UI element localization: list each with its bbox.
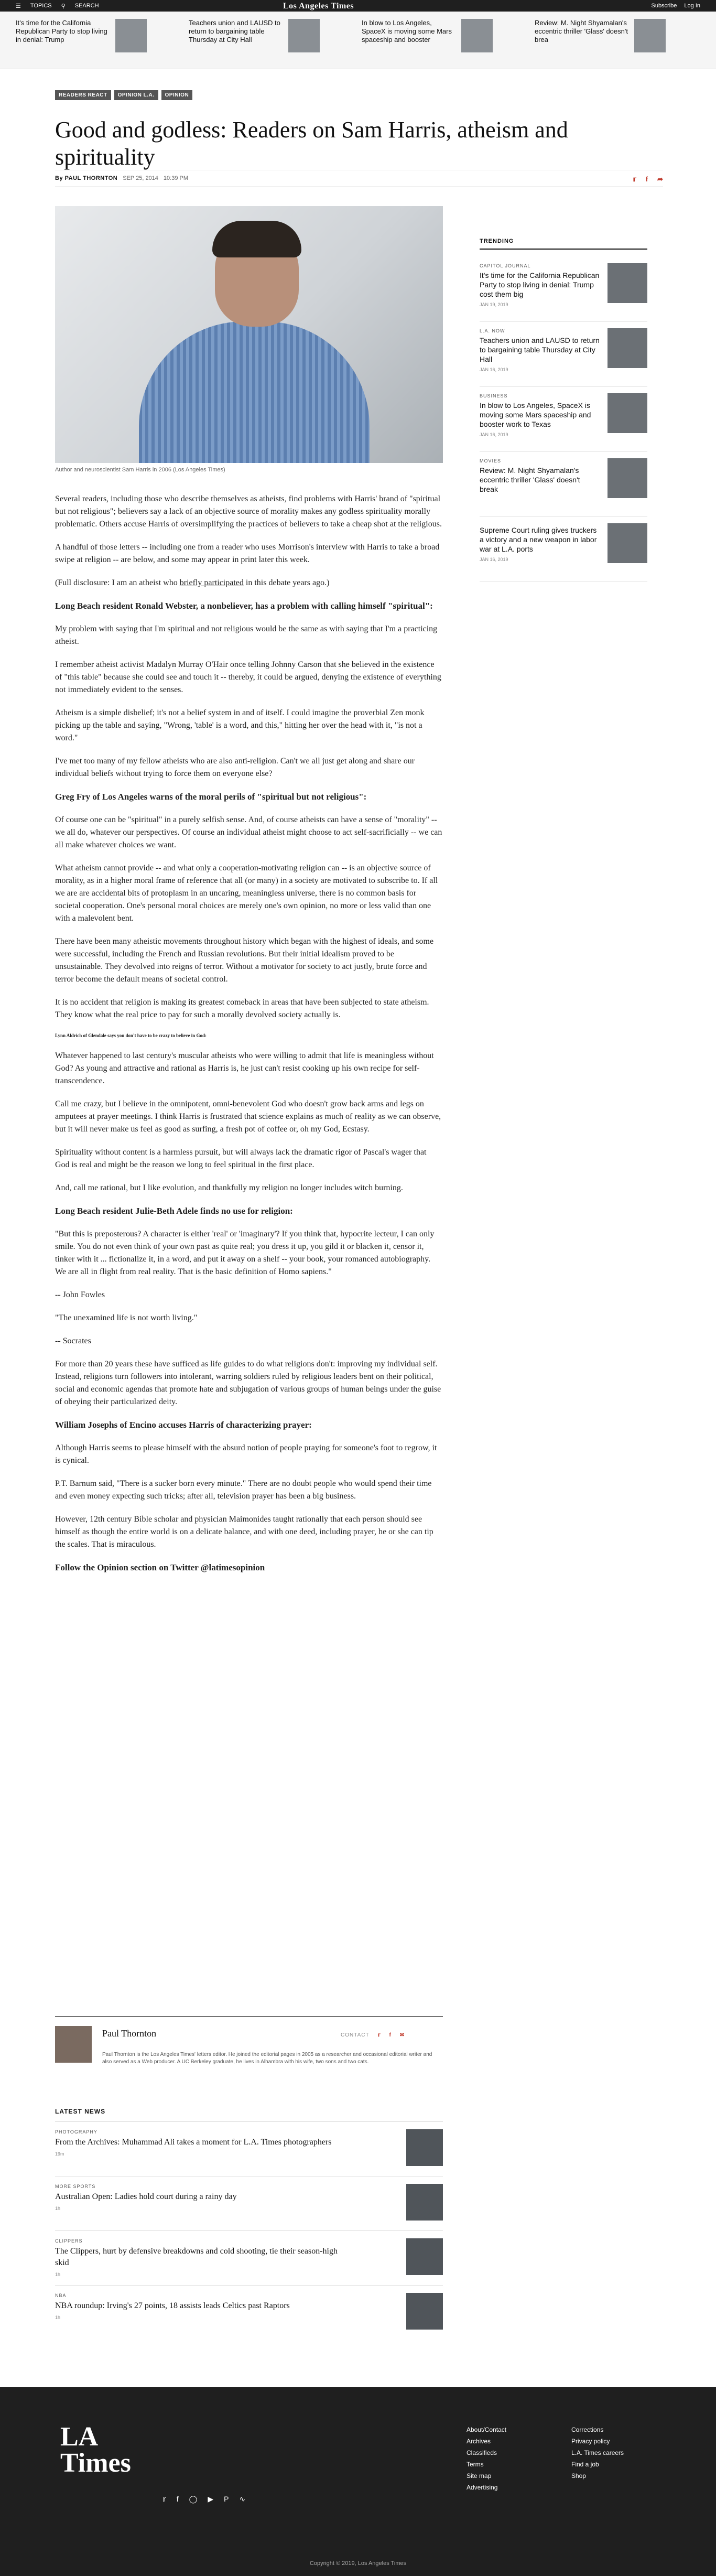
- trending-item[interactable]: [480, 452, 647, 517]
- byline: [55, 170, 663, 187]
- trending-title[interactable]: It's time for the California Republican Party to stop living in denial: Trump cost them big: [480, 271, 600, 298]
- trending-item[interactable]: [480, 257, 647, 322]
- latest-thumbnail[interactable]: [406, 2293, 443, 2330]
- footer-logo[interactable]: [60, 2424, 131, 2476]
- latest-section[interactable]: MORE SPORTS: [55, 2184, 96, 2189]
- article-paragraph: I remember atheist activist Madalyn Murray O'Hair once telling Johnny Carson that she believed in the existence of "this table" because she could see and touch it -- thereby, it could be argued, denying the existence of everything not immediately evident to the senses.: [55, 660, 441, 694]
- trending-section[interactable]: CAPITOL JOURNAL: [480, 263, 531, 268]
- strip-item-title[interactable]: Review: M. Night Shyamalan's eccentric thriller 'Glass' doesn't brea: [535, 19, 628, 44]
- strip-item[interactable]: [16, 19, 173, 63]
- login-link[interactable]: Log In: [684, 3, 700, 9]
- footer-link[interactable]: Site map: [467, 2472, 492, 2480]
- trending-title[interactable]: Supreme Court ruling gives truckers a victory and a new weapon in labor war at L.A. ports: [480, 526, 597, 553]
- letter-heading: William Josephs of Encino accuses Harris of characterizing prayer:: [55, 1420, 312, 1430]
- letter-heading: Long Beach resident Ronald Webster, a nonbeliever, has a problem with calling himself "spiritual":: [55, 601, 433, 611]
- twitter-follow-link[interactable]: Follow the Opinion section on Twitter @latimesopinion: [55, 1562, 265, 1572]
- footer-link[interactable]: Corrections: [571, 2426, 604, 2433]
- hero-hair: [212, 221, 301, 257]
- strip-item[interactable]: [535, 19, 692, 63]
- letter-heading: Greg Fry of Los Angeles warns of the moral perils of "spiritual but not religious":: [55, 792, 367, 802]
- trending-section[interactable]: L.A. NOW: [480, 328, 505, 333]
- latest-title[interactable]: The Clippers, hurt by defensive breakdowns and cold shooting, tie their season-high skid: [55, 2247, 338, 2267]
- trending-thumbnail[interactable]: [607, 263, 647, 303]
- facebook-icon[interactable]: f: [176, 2495, 179, 2503]
- strip-thumbnail: [634, 19, 666, 52]
- trending-section[interactable]: MOVIES: [480, 458, 502, 464]
- trending-sidebar: [480, 238, 647, 582]
- author-box: [55, 2016, 443, 2074]
- trending-section[interactable]: BUSINESS: [480, 393, 508, 398]
- footer-links-col1: [467, 2424, 506, 2493]
- article-paragraph: A handful of those letters -- including one from a reader who uses Morrison's interview with Harris to take a broad swipe at religion -- are below, and some may appear in print later this week.: [55, 543, 440, 564]
- article-paragraph: My problem with saying that I'm spiritual and not religious would be the same as with saying that I'm a practicing atheist.: [55, 624, 438, 646]
- footer-link[interactable]: Classifieds: [467, 2449, 497, 2456]
- article-paragraph: "But this is preposterous? A character is either 'real' or 'imaginary'? If you think that, hypocrite lecteur, I can only smile. You do not even think of your own past as quite real; you dress it up, you gild it or blacken it, censor it, tinker with it ... fictionalize it, in a word, and put it away on a shelf -- your book, your romanced autobiography. We are all in flight from real reality. That is the basic definition of Homo sapiens.": [55, 1230, 435, 1276]
- article-paragraph: It is no accident that religion is making its greatest comeback in areas that have been subjected to state atheism. They know what the real price to pay for such a morally devolved society actually is.: [55, 998, 429, 1019]
- trending-heading: TRENDING: [480, 238, 647, 250]
- article-paragraph: Although Harris seems to please himself with the absurd notion of people praying for someone's foot to regrow, it is cynical.: [55, 1443, 437, 1465]
- article-paragraph: Of course one can be "spiritual" in a purely selfish sense. And, of course atheists can have a sense of "morality" -- we all do, whatever our perspectives. Of course an individual atheist might choose to act self-sacrificially -- we can all make whatever choices we want.: [55, 815, 442, 849]
- latest-thumbnail[interactable]: [406, 2129, 443, 2166]
- article-paragraph: Several readers, including those who describe themselves as atheists, find problems with Harris' brand of "spiritual but not religious"; believers say a lack of an objective source of morality makes any godless spirituality morally problematic. Others accuse Harris of oversimplifying the practices of believers to take a cheap shot at the religious.: [55, 494, 442, 529]
- tag-opinion-la[interactable]: OPINION L.A.: [114, 90, 158, 100]
- article-paragraph: For more than 20 years these have sufficed as life guides to do what religions don't: improving my individual self. Instead, religions turn followers into intolerant, warring soldiers ruled by religious leaders bent on their political, social and economic agendas that promote hate and subjugation of various groups of human beings under the guise of obeying their particularized deity.: [55, 1360, 441, 1406]
- tag-opinion[interactable]: OPINION: [161, 90, 193, 100]
- latest-time: 19m: [55, 2151, 64, 2157]
- article-paragraph: And, call me rational, but I like evolution, and thankfully my religion no longer includes witch burning.: [55, 1183, 403, 1192]
- latest-section[interactable]: PHOTOGRAPHY: [55, 2129, 97, 2135]
- disclosure-text: (Full disclosure: I am an atheist who: [55, 578, 180, 587]
- copyright: Copyright © 2019, Los Angeles Times: [309, 2560, 407, 2567]
- footer-link[interactable]: Find a job: [571, 2461, 599, 2468]
- disclosure-paragraph: [55, 577, 443, 589]
- latest-title[interactable]: NBA roundup: Irving's 27 points, 18 assists leads Celtics past Raptors: [55, 2301, 290, 2310]
- trending-title[interactable]: Review: M. Night Shyamalan's eccentric thriller 'Glass' doesn't break: [480, 466, 580, 493]
- search-icon[interactable]: ⚲: [61, 3, 66, 9]
- footer-link[interactable]: Privacy policy: [571, 2438, 610, 2445]
- trending-item[interactable]: [480, 322, 647, 387]
- latest-thumbnail[interactable]: [406, 2184, 443, 2221]
- strip-item-title[interactable]: In blow to Los Angeles, SpaceX is moving some Mars spaceship and booster: [362, 19, 452, 44]
- latest-item[interactable]: [55, 2121, 443, 2176]
- publish-time: 10:39 PM: [163, 175, 189, 181]
- footer-link[interactable]: Advertising: [467, 2484, 498, 2491]
- headline-strip: [0, 12, 716, 69]
- strip-item[interactable]: [189, 19, 346, 63]
- footer-links-col2: [571, 2424, 624, 2482]
- trending-thumbnail[interactable]: [607, 328, 647, 368]
- article-paragraph: What atheism cannot provide -- and what only a cooperation-motivating religion can -- is an objective source of morality, as in a higher moral frame of reference that all (or many) in a society are motivated to subscribe to. If all we are are accidental bits of protoplasm in an uncaring, meaningless universe, there is no common basis for societal cooperation. One's personal moral choices are merely one's own opinion, no more or less valid than one with a malevolent bent.: [55, 864, 438, 923]
- footer-link[interactable]: Shop: [571, 2472, 587, 2480]
- author-name[interactable]: Paul Thornton: [102, 2028, 157, 2039]
- strip-item-title[interactable]: Teachers union and LAUSD to return to bargaining table Thursday at City Hall: [189, 19, 280, 44]
- footer-social: [162, 2495, 245, 2504]
- share-tools: [633, 175, 663, 184]
- article-title: Good and godless: Readers on Sam Harris, atheism and spirituality: [55, 117, 568, 170]
- email-icon[interactable]: ✉: [399, 2032, 405, 2038]
- instagram-icon[interactable]: ◯: [189, 2495, 198, 2503]
- trending-date: JAN 16, 2019: [480, 557, 508, 562]
- trending-date: JAN 19, 2019: [480, 302, 508, 307]
- hero-image: [55, 206, 443, 463]
- footer-link[interactable]: Archives: [467, 2438, 491, 2445]
- twitter-icon[interactable]: 𝕣: [162, 2495, 166, 2503]
- article-paragraph: P.T. Barnum said, "There is a sucker born every minute." There are no doubt people who would spend their time and even money expecting such tricks; after all, television prayer has been a big business.: [55, 1479, 432, 1501]
- topics-button[interactable]: TOPICS: [30, 3, 52, 9]
- image-caption: Author and neuroscientist Sam Harris in 2006 (Los Angeles Times): [55, 467, 225, 473]
- trending-item[interactable]: [480, 387, 647, 452]
- disclosure-text: in this debate years ago.): [243, 578, 330, 587]
- pinterest-icon[interactable]: P: [224, 2495, 229, 2503]
- letter-heading: Long Beach resident Julie-Beth Adele finds no use for religion:: [55, 1206, 293, 1216]
- trending-title[interactable]: Teachers union and LAUSD to return to bargaining table Thursday at City Hall: [480, 336, 600, 363]
- facebook-icon[interactable]: f: [645, 175, 648, 183]
- trending-title[interactable]: In blow to Los Angeles, SpaceX is moving some Mars spaceship and booster work to Texas: [480, 401, 591, 428]
- trending-date: JAN 16, 2019: [480, 367, 508, 372]
- site-logo[interactable]: Los Angeles Times: [283, 2, 354, 10]
- rss-icon[interactable]: ∿: [239, 2495, 246, 2503]
- facebook-icon[interactable]: f: [389, 2032, 392, 2038]
- contact-label: CONTACT: [341, 2032, 370, 2038]
- latest-time: 1h: [55, 2272, 61, 2277]
- latest-time: 1h: [55, 2315, 61, 2320]
- strip-thumbnail: [115, 19, 147, 52]
- author-bio: Paul Thornton is the Los Angeles Times' letters editor. He joined the editorial pages in 2005 as a researcher and occasional editorial writer and also served as a Web producer. A UC Berkeley graduate, he lives in Alhambra with his wife, two sons and two cats.: [102, 2052, 432, 2065]
- section-tags: [55, 90, 192, 100]
- article-paragraph: Call me crazy, but I believe in the omnipotent, omni-benevolent God who doesn't grow back arms and legs on amputees at prayer meetings. I think Harris is frustrated that science explains as much of reality as we can observe, but it will never make us feel as good as surfing, a fresh pot of coffee or, oh my God, Ecstasy.: [55, 1100, 441, 1134]
- disclosure-link[interactable]: briefly participated: [179, 578, 244, 587]
- latest-section[interactable]: NBA: [55, 2293, 67, 2298]
- author-byline[interactable]: By PAUL THORNTON: [55, 175, 118, 181]
- publish-date: SEP 25, 2014: [123, 175, 158, 181]
- letter-heading: Lynn Aldrich of Glendale says you don't have to be crazy to believe in God:: [55, 1033, 207, 1038]
- strip-item-title[interactable]: It's time for the California Republican Party to stop living in denial: Trump: [16, 19, 107, 44]
- article-paragraph: -- Socrates: [55, 1336, 91, 1345]
- latest-title[interactable]: From the Archives: Muhammad Ali takes a moment for L.A. Times photographers: [55, 2138, 332, 2147]
- article-paragraph: -- John Fowles: [55, 1290, 105, 1299]
- article-paragraph: However, 12th century Bible scholar and physician Maimonides taught rationally that each person should see himself as though the entire world is on a delicate balance, and with one deed, including prayer, he or she can tip the scales. That is miraculous.: [55, 1515, 433, 1549]
- trending-item[interactable]: [480, 517, 647, 582]
- latest-item[interactable]: [55, 2285, 443, 2340]
- footer-logo-line: LA: [60, 2422, 99, 2452]
- footer-link[interactable]: About/Contact: [467, 2426, 507, 2433]
- footer-logo-line: Times: [60, 2448, 131, 2478]
- latest-section[interactable]: CLIPPERS: [55, 2238, 83, 2244]
- footer-link[interactable]: Terms: [467, 2461, 484, 2468]
- trending-thumbnail[interactable]: [607, 523, 647, 563]
- site-footer: [0, 2387, 716, 2576]
- latest-item[interactable]: [55, 2230, 443, 2285]
- latest-title[interactable]: Australian Open: Ladies hold court during a rainy day: [55, 2192, 237, 2201]
- strip-item[interactable]: [362, 19, 519, 63]
- top-nav-bar: [0, 0, 716, 12]
- trending-thumbnail[interactable]: [607, 458, 647, 498]
- twitter-icon[interactable]: 𝕣: [377, 2032, 381, 2038]
- latest-thumbnail[interactable]: [406, 2238, 443, 2275]
- latest-news: [55, 2108, 443, 2340]
- article-body: [55, 493, 443, 1585]
- menu-icon[interactable]: ☰: [16, 3, 21, 9]
- latest-item[interactable]: [55, 2176, 443, 2230]
- author-avatar[interactable]: [55, 2026, 92, 2063]
- strip-thumbnail: [288, 19, 320, 52]
- share-icon[interactable]: ➦: [657, 175, 663, 183]
- article-paragraph: Spirituality without content is a harmless pursuit, but will always lack the dramatic rigor of Pascal's wager that God is real and might be the reason we long to feel spiritual in the first place.: [55, 1148, 427, 1169]
- youtube-icon[interactable]: ▶: [208, 2495, 214, 2503]
- article-paragraph: There have been many atheistic movements throughout history which began with the highest of ideals, and some were successful, including the French and Russian revolutions. But their initial idealism proved to be unsustainable. They devolved into reigns of terror. Without a motivator for society to act justly, brute force and terror become the default means of societal control.: [55, 937, 434, 984]
- author-contact: [341, 2032, 405, 2038]
- search-button[interactable]: SEARCH: [74, 3, 99, 9]
- article-paragraph: "The unexamined life is not worth living.": [55, 1313, 198, 1322]
- twitter-icon[interactable]: 𝕣: [633, 175, 636, 183]
- article-paragraph: Whatever happened to last century's muscular atheists who were willing to admit that life is meaningless without God? As young and attractive and rational as Harris is, he just can't resist cooking up his own recipe for self-transcendence.: [55, 1051, 434, 1085]
- article-paragraph: Atheism is a simple disbelief; it's not a belief system in and of itself. I could imagine the proverbial Zen monk picking up the table and saying, "Wrong, 'table' is a word, and this," hitting her over the head with it, "is not a word.": [55, 708, 425, 742]
- trending-thumbnail[interactable]: [607, 393, 647, 433]
- footer-link[interactable]: L.A. Times careers: [571, 2449, 624, 2456]
- tag-readers-react[interactable]: READERS REACT: [55, 90, 111, 100]
- trending-date: JAN 16, 2019: [480, 432, 508, 437]
- article-paragraph: I've met too many of my fellow atheists who are also anti-religion. Can't we all just get along and share our individual beliefs without trying to force them on everyone else?: [55, 757, 415, 778]
- latest-news-heading: LATEST NEWS: [55, 2108, 106, 2115]
- strip-thumbnail: [461, 19, 493, 52]
- subscribe-link[interactable]: Subscribe: [651, 3, 677, 9]
- hero-shirt: [139, 321, 370, 463]
- latest-time: 1h: [55, 2206, 61, 2211]
